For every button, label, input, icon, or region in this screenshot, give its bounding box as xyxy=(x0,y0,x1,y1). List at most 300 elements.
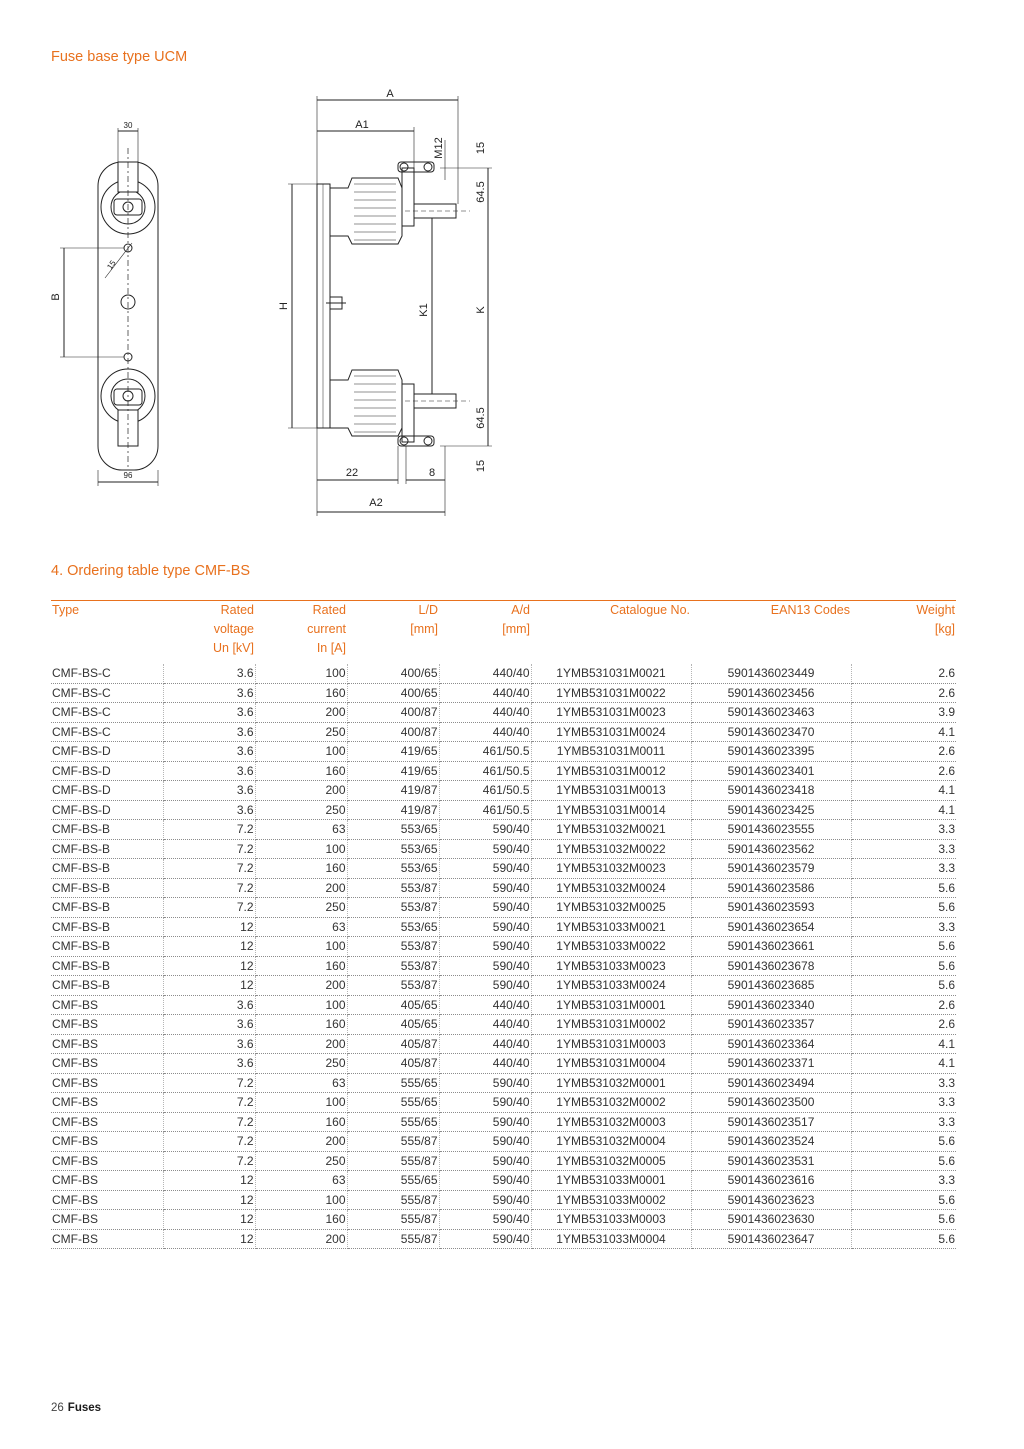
table-cell: 1YMB531031M0011 xyxy=(531,742,691,762)
dim-30-label: 30 xyxy=(123,121,133,130)
column-header-line: [kg] xyxy=(934,622,955,636)
table-cell: 5901436023401 xyxy=(691,761,851,781)
table-cell: 461/50.5 xyxy=(439,761,531,781)
table-cell: 63 xyxy=(255,917,347,937)
table-cell: 1YMB531031M0014 xyxy=(531,800,691,820)
table-cell: CMF-BS-B xyxy=(51,917,163,937)
table-cell: CMF-BS-B xyxy=(51,820,163,840)
table-cell: 555/87 xyxy=(347,1210,439,1230)
table-row xyxy=(51,703,956,723)
dim-a2-label: A2 xyxy=(369,497,383,509)
column-header xyxy=(255,601,347,665)
table-cell: 160 xyxy=(255,683,347,703)
table-cell: 160 xyxy=(255,1210,347,1230)
table-cell: 200 xyxy=(255,1229,347,1249)
dim-15-diag-label: 15 xyxy=(105,258,118,272)
table-cell: CMF-BS-D xyxy=(51,742,163,762)
column-header-line: Weight xyxy=(916,603,955,617)
table-cell: 440/40 xyxy=(439,1054,531,1074)
fuse-base-drawing xyxy=(0,80,560,530)
table-cell: 5.6 xyxy=(851,956,956,976)
table-cell: 12 xyxy=(163,956,255,976)
table-cell: 250 xyxy=(255,800,347,820)
table-row xyxy=(51,722,956,742)
table-cell: CMF-BS-C xyxy=(51,722,163,742)
ordering-table-title: 4. Ordering table type CMF-BS xyxy=(51,563,251,579)
table-cell: 5901436023449 xyxy=(691,664,851,683)
column-header-line: L/D xyxy=(418,603,438,617)
table-cell: 405/87 xyxy=(347,1054,439,1074)
table-cell: 1YMB531031M0003 xyxy=(531,1034,691,1054)
table-cell: 590/40 xyxy=(439,937,531,957)
table-cell: 3.6 xyxy=(163,1015,255,1035)
table-cell: 590/40 xyxy=(439,1132,531,1152)
table-cell: 4.1 xyxy=(851,722,956,742)
table-cell: 250 xyxy=(255,722,347,742)
table-cell: 12 xyxy=(163,917,255,937)
table-cell: 3.6 xyxy=(163,781,255,801)
table-cell: CMF-BS-B xyxy=(51,878,163,898)
table-cell: 2.6 xyxy=(851,761,956,781)
ordering-table xyxy=(51,600,956,1249)
table-cell: 5.6 xyxy=(851,1190,956,1210)
dim-645-top-label: 64.5 xyxy=(475,181,487,203)
dim-a-label: A xyxy=(386,88,394,100)
column-header-line: Rated xyxy=(312,603,346,617)
dim-15-bottom-label: 15 xyxy=(475,459,487,473)
table-cell: 5901436023685 xyxy=(691,976,851,996)
table-cell: 5901436023395 xyxy=(691,742,851,762)
table-cell: CMF-BS-D xyxy=(51,800,163,820)
column-header xyxy=(851,601,956,665)
table-cell: 5.6 xyxy=(851,1151,956,1171)
table-cell: 5.6 xyxy=(851,937,956,957)
table-cell: 590/40 xyxy=(439,839,531,859)
table-row xyxy=(51,800,956,820)
table-cell: 2.6 xyxy=(851,664,956,683)
table-cell: 12 xyxy=(163,1171,255,1191)
column-header-line: In [A] xyxy=(316,641,346,655)
table-cell: 5901436023661 xyxy=(691,937,851,957)
table-cell: 590/40 xyxy=(439,878,531,898)
table-row xyxy=(51,859,956,879)
table-cell: 1YMB531032M0002 xyxy=(531,1093,691,1113)
table-cell: 5901436023524 xyxy=(691,1132,851,1152)
table-cell: 5901436023364 xyxy=(691,1034,851,1054)
table-cell: 7.2 xyxy=(163,839,255,859)
table-cell: 4.1 xyxy=(851,1034,956,1054)
table-cell: 12 xyxy=(163,1190,255,1210)
table-cell: 553/65 xyxy=(347,917,439,937)
column-header-line: [mm] xyxy=(410,622,438,636)
column-header-line: EAN13 Codes xyxy=(770,603,850,617)
table-cell: CMF-BS-B xyxy=(51,839,163,859)
table-cell: 200 xyxy=(255,976,347,996)
table-cell: CMF-BS-B xyxy=(51,956,163,976)
table-cell: 419/65 xyxy=(347,761,439,781)
table-cell: 63 xyxy=(255,1073,347,1093)
table-cell: CMF-BS xyxy=(51,1132,163,1152)
side-view xyxy=(288,96,492,516)
table-row xyxy=(51,1073,956,1093)
table-row xyxy=(51,1190,956,1210)
table-cell: 1YMB531033M0004 xyxy=(531,1229,691,1249)
table-cell: 1YMB531031M0024 xyxy=(531,722,691,742)
table-cell: 2.6 xyxy=(851,995,956,1015)
table-cell: CMF-BS xyxy=(51,995,163,1015)
table-cell: 7.2 xyxy=(163,1093,255,1113)
table-cell: CMF-BS xyxy=(51,1093,163,1113)
table-cell: 7.2 xyxy=(163,1112,255,1132)
table-cell: CMF-BS xyxy=(51,1171,163,1191)
table-cell: 440/40 xyxy=(439,703,531,723)
table-cell: 3.6 xyxy=(163,1034,255,1054)
table-cell: 160 xyxy=(255,1112,347,1132)
table-row xyxy=(51,878,956,898)
table-row xyxy=(51,956,956,976)
table-cell: 5.6 xyxy=(851,1210,956,1230)
table-cell: 590/40 xyxy=(439,820,531,840)
table-cell: 590/40 xyxy=(439,917,531,937)
column-header-line: current xyxy=(307,622,346,636)
table-cell: 440/40 xyxy=(439,1015,531,1035)
table-cell: 553/65 xyxy=(347,839,439,859)
table-cell: CMF-BS-B xyxy=(51,859,163,879)
footer-section-label: Fuses xyxy=(67,1402,102,1414)
column-header-line: A/d xyxy=(511,603,530,617)
table-cell: 400/87 xyxy=(347,703,439,723)
table-row xyxy=(51,761,956,781)
table-cell: 3.3 xyxy=(851,859,956,879)
table-cell: 555/87 xyxy=(347,1132,439,1152)
table-cell: 5.6 xyxy=(851,1229,956,1249)
table-row xyxy=(51,1034,956,1054)
table-cell: 1YMB531031M0023 xyxy=(531,703,691,723)
table-cell: 160 xyxy=(255,956,347,976)
table-cell: 555/65 xyxy=(347,1171,439,1191)
table-cell: 3.9 xyxy=(851,703,956,723)
column-header xyxy=(531,601,691,665)
table-cell: 100 xyxy=(255,664,347,683)
table-cell: CMF-BS-C xyxy=(51,683,163,703)
column-header-line: voltage xyxy=(213,622,254,636)
table-cell: CMF-BS-C xyxy=(51,703,163,723)
table-cell: 5901436023555 xyxy=(691,820,851,840)
table-cell: 3.3 xyxy=(851,820,956,840)
table-cell: 5901436023371 xyxy=(691,1054,851,1074)
table-cell: 1YMB531032M0003 xyxy=(531,1112,691,1132)
dim-h-label: H xyxy=(278,302,290,310)
table-cell: 160 xyxy=(255,1015,347,1035)
table-cell: 1YMB531033M0022 xyxy=(531,937,691,957)
table-cell: 5901436023357 xyxy=(691,1015,851,1035)
column-header-line: [mm] xyxy=(502,622,530,636)
table-cell: 200 xyxy=(255,703,347,723)
table-cell: 3.6 xyxy=(163,683,255,703)
table-cell: 3.3 xyxy=(851,917,956,937)
table-cell: 160 xyxy=(255,761,347,781)
table-cell: 5901436023494 xyxy=(691,1073,851,1093)
column-header xyxy=(51,601,163,665)
table-cell: 419/87 xyxy=(347,781,439,801)
table-cell: 5901436023579 xyxy=(691,859,851,879)
table-cell: 1YMB531032M0023 xyxy=(531,859,691,879)
table-cell: 7.2 xyxy=(163,1132,255,1152)
table-cell: 555/65 xyxy=(347,1073,439,1093)
table-cell: 590/40 xyxy=(439,1151,531,1171)
table-cell: 1YMB531032M0024 xyxy=(531,878,691,898)
table-cell: 590/40 xyxy=(439,1210,531,1230)
dim-k-label: K xyxy=(475,306,487,314)
table-cell: 5901436023562 xyxy=(691,839,851,859)
table-cell: 405/87 xyxy=(347,1034,439,1054)
table-cell: CMF-BS xyxy=(51,1034,163,1054)
table-row xyxy=(51,1210,956,1230)
table-cell: 419/87 xyxy=(347,800,439,820)
table-cell: 440/40 xyxy=(439,995,531,1015)
table-cell: 100 xyxy=(255,995,347,1015)
table-row xyxy=(51,839,956,859)
table-cell: 3.3 xyxy=(851,1171,956,1191)
table-cell: 1YMB531031M0013 xyxy=(531,781,691,801)
table-cell: 555/87 xyxy=(347,1151,439,1171)
table-cell: 590/40 xyxy=(439,859,531,879)
table-cell: 3.6 xyxy=(163,1054,255,1074)
dim-b-label: B xyxy=(50,293,62,301)
table-cell: 5901436023425 xyxy=(691,800,851,820)
table-row xyxy=(51,664,956,683)
table-cell: 5901436023463 xyxy=(691,703,851,723)
table-cell: 1YMB531031M0022 xyxy=(531,683,691,703)
table-row xyxy=(51,1093,956,1113)
table-row xyxy=(51,937,956,957)
table-cell: 12 xyxy=(163,976,255,996)
table-cell: 555/65 xyxy=(347,1093,439,1113)
table-cell: 12 xyxy=(163,1210,255,1230)
table-cell: CMF-BS xyxy=(51,1015,163,1035)
table-cell: 1YMB531033M0001 xyxy=(531,1171,691,1191)
table-cell: 590/40 xyxy=(439,956,531,976)
dim-k1-label: K1 xyxy=(418,303,430,317)
table-row xyxy=(51,976,956,996)
table-row xyxy=(51,1132,956,1152)
table-cell: 1YMB531031M0002 xyxy=(531,1015,691,1035)
table-cell: 1YMB531033M0003 xyxy=(531,1210,691,1230)
table-cell: 1YMB531033M0002 xyxy=(531,1190,691,1210)
table-row xyxy=(51,917,956,937)
table-cell: 555/87 xyxy=(347,1190,439,1210)
table-cell: 63 xyxy=(255,1171,347,1191)
table-cell: 590/40 xyxy=(439,976,531,996)
table-cell: 5.6 xyxy=(851,878,956,898)
page-footer xyxy=(51,1402,101,1414)
table-row xyxy=(51,1171,956,1191)
table-cell: 590/40 xyxy=(439,1093,531,1113)
table-cell: 461/50.5 xyxy=(439,742,531,762)
table-cell: CMF-BS xyxy=(51,1112,163,1132)
table-cell: 5901436023586 xyxy=(691,878,851,898)
table-cell: 1YMB531031M0004 xyxy=(531,1054,691,1074)
table-cell: CMF-BS-B xyxy=(51,937,163,957)
table-cell: 1YMB531032M0025 xyxy=(531,898,691,918)
table-cell: 1YMB531032M0021 xyxy=(531,820,691,840)
table-cell: 12 xyxy=(163,1229,255,1249)
dim-96-label: 96 xyxy=(123,471,133,480)
table-cell: 590/40 xyxy=(439,1190,531,1210)
table-cell: 5901436023630 xyxy=(691,1210,851,1230)
table-cell: CMF-BS xyxy=(51,1229,163,1249)
table-cell: 4.1 xyxy=(851,1054,956,1074)
table-cell: 160 xyxy=(255,859,347,879)
table-cell: 100 xyxy=(255,839,347,859)
table-cell: 1YMB531032M0001 xyxy=(531,1073,691,1093)
table-cell: 7.2 xyxy=(163,820,255,840)
column-header-line: Rated xyxy=(220,603,254,617)
column-header xyxy=(163,601,255,665)
table-cell: 419/65 xyxy=(347,742,439,762)
table-cell: 555/65 xyxy=(347,1112,439,1132)
table-cell: 3.3 xyxy=(851,1093,956,1113)
table-cell: 200 xyxy=(255,781,347,801)
table-cell: 5901436023593 xyxy=(691,898,851,918)
table-cell: 3.6 xyxy=(163,800,255,820)
table-row xyxy=(51,898,956,918)
table-cell: CMF-BS-B xyxy=(51,898,163,918)
table-cell: 12 xyxy=(163,937,255,957)
table-cell: 200 xyxy=(255,1132,347,1152)
column-header-line: Catalogue No. xyxy=(610,603,690,617)
table-cell: 5901436023500 xyxy=(691,1093,851,1113)
table-cell: 5901436023456 xyxy=(691,683,851,703)
table-cell: 3.6 xyxy=(163,995,255,1015)
table-cell: 405/65 xyxy=(347,995,439,1015)
table-cell: 63 xyxy=(255,820,347,840)
table-cell: 2.6 xyxy=(851,683,956,703)
table-body xyxy=(51,664,956,1249)
dim-645-bottom-label: 64.5 xyxy=(475,407,487,429)
table-row xyxy=(51,1112,956,1132)
table-cell: 1YMB531033M0024 xyxy=(531,976,691,996)
table-cell: 1YMB531031M0012 xyxy=(531,761,691,781)
column-header xyxy=(347,601,439,665)
table-cell: 100 xyxy=(255,1190,347,1210)
table-row xyxy=(51,781,956,801)
table-cell: 553/87 xyxy=(347,956,439,976)
table-cell: 461/50.5 xyxy=(439,781,531,801)
table-cell: 1YMB531032M0004 xyxy=(531,1132,691,1152)
front-view xyxy=(60,128,158,486)
table-cell: 7.2 xyxy=(163,859,255,879)
table-cell: 5901436023678 xyxy=(691,956,851,976)
table-cell: 5901436023654 xyxy=(691,917,851,937)
table-cell: CMF-BS xyxy=(51,1073,163,1093)
table-cell: 5901436023616 xyxy=(691,1171,851,1191)
table-cell: 3.6 xyxy=(163,664,255,683)
table-cell: 1YMB531032M0005 xyxy=(531,1151,691,1171)
table-cell: 5901436023418 xyxy=(691,781,851,801)
table-cell: 7.2 xyxy=(163,1151,255,1171)
table-row xyxy=(51,1229,956,1249)
column-header-line: Type xyxy=(52,603,80,617)
dim-m12-label: M12 xyxy=(433,137,445,159)
table-cell: 100 xyxy=(255,937,347,957)
table-cell: 3.6 xyxy=(163,761,255,781)
table-cell: 5901436023340 xyxy=(691,995,851,1015)
table-row xyxy=(51,1151,956,1171)
table-row xyxy=(51,995,956,1015)
table-cell: 5.6 xyxy=(851,898,956,918)
table-cell: 250 xyxy=(255,898,347,918)
table-cell: 5901436023517 xyxy=(691,1112,851,1132)
table-cell: 553/87 xyxy=(347,976,439,996)
table-cell: 5901436023531 xyxy=(691,1151,851,1171)
page-number: 26 xyxy=(51,1402,64,1414)
table-cell: 5.6 xyxy=(851,1132,956,1152)
table-cell: 590/40 xyxy=(439,1171,531,1191)
table-cell: CMF-BS-C xyxy=(51,664,163,683)
table-row xyxy=(51,742,956,762)
table-cell: 590/40 xyxy=(439,1112,531,1132)
table-cell: 553/65 xyxy=(347,820,439,840)
table-header-row xyxy=(51,601,956,665)
table-cell: 1YMB531031M0001 xyxy=(531,995,691,1015)
table-cell: 200 xyxy=(255,1034,347,1054)
table-cell: CMF-BS xyxy=(51,1210,163,1230)
table-cell: CMF-BS-B xyxy=(51,976,163,996)
table-cell: 1YMB531032M0022 xyxy=(531,839,691,859)
table-row xyxy=(51,1054,956,1074)
table-cell: 400/65 xyxy=(347,664,439,683)
table-cell: 1YMB531033M0023 xyxy=(531,956,691,976)
table-cell: CMF-BS xyxy=(51,1151,163,1171)
column-header xyxy=(439,601,531,665)
dim-22-label: 22 xyxy=(345,467,359,479)
table-row xyxy=(51,683,956,703)
table-cell: 4.1 xyxy=(851,800,956,820)
table-cell: 440/40 xyxy=(439,1034,531,1054)
dim-15-top-label: 15 xyxy=(475,141,487,155)
table-cell: 250 xyxy=(255,1054,347,1074)
table-cell: CMF-BS-D xyxy=(51,761,163,781)
table-cell: 3.3 xyxy=(851,839,956,859)
table-cell: 405/65 xyxy=(347,1015,439,1035)
table-cell: 5901436023623 xyxy=(691,1190,851,1210)
table-cell: CMF-BS xyxy=(51,1190,163,1210)
table-cell: 553/87 xyxy=(347,937,439,957)
table-cell: 250 xyxy=(255,1151,347,1171)
table-cell: CMF-BS xyxy=(51,1054,163,1074)
table-cell: 1YMB531033M0021 xyxy=(531,917,691,937)
table-cell: 553/87 xyxy=(347,878,439,898)
column-header xyxy=(691,601,851,665)
table-cell: 590/40 xyxy=(439,1073,531,1093)
table-cell: 7.2 xyxy=(163,898,255,918)
table-cell: 555/87 xyxy=(347,1229,439,1249)
table-cell: 440/40 xyxy=(439,722,531,742)
table-cell: 7.2 xyxy=(163,1073,255,1093)
table-cell: 590/40 xyxy=(439,898,531,918)
fuse-base-title: Fuse base type UCM xyxy=(51,49,188,65)
table-cell: 461/50.5 xyxy=(439,800,531,820)
table-cell: 3.3 xyxy=(851,1073,956,1093)
table-cell: 2.6 xyxy=(851,742,956,762)
table-cell: 400/87 xyxy=(347,722,439,742)
table-cell: 100 xyxy=(255,1093,347,1113)
dim-8-label: 8 xyxy=(428,467,436,479)
table-cell: CMF-BS-D xyxy=(51,781,163,801)
table-cell: 2.6 xyxy=(851,1015,956,1035)
table-cell: 440/40 xyxy=(439,664,531,683)
